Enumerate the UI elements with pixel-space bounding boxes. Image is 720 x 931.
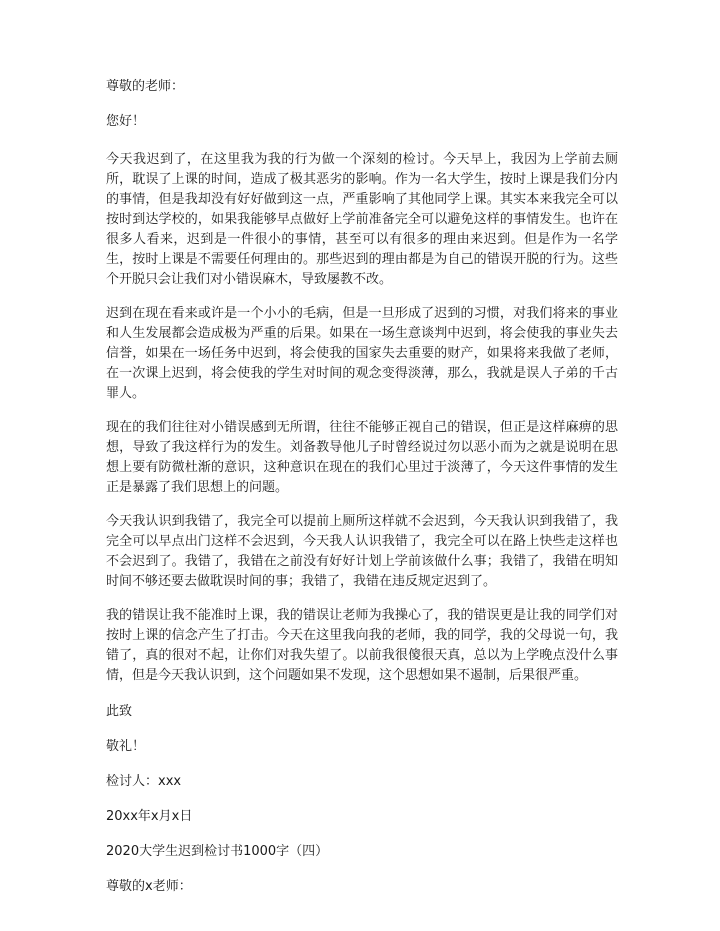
paragraph-1: 今天我迟到了，在这里我为我的行为做一个深刻的检讨。今天早上，我因为上学前去厕所，耽误了上课的时间，造成了极其恶劣的影响。作为一名大学生，按时上课是我们分内的事情，但是我却没有好好做到这一点，严重影响了其他同学上课。其实本来我完全可以按时到达学校的，如果我能够早点做好上学前准备完全可以避免这样的事情发生。也许在很多人看来，迟到是一件很小的事情，甚至可以有很多的理由来迟到。但是作为一名学生，按时上课是不需要任何理由的。那些迟到的理由都是为自己的错误开脱的行为。这些个开脱只会让我们对小错误麻木，导致屡教不改。 <box>106 152 618 287</box>
closing: 此致 <box>106 704 133 719</box>
salutation: 尊敬的老师： <box>106 79 185 94</box>
document-page <box>106 78 618 896</box>
date: 20xx年x月x日 <box>106 809 193 824</box>
paragraph-3: 现在的我们往往对小错误感到无所谓，往往不能够正视自己的错误，但正是这样麻痹的思想，导致了我这样行为的发生。刘备教导他儿子时曾经说过勿以恶小而为之就是说明在思想上要有防微杜渐的意识，这种意识在现在的我们心里过于淡薄了，今天这件事情的发生正是暴露了我们思想上的问题。 <box>106 420 618 495</box>
paragraph-4: 今天我认识到我错了，我完全可以提前上厕所这样就不会迟到，今天我认识到我错了，我完全可以早点出门这样不会迟到，今天我人认识我错了，我完全可以在路上快些走这样也不会迟到了。我错了，我错在之前没有好好计划上学前该做什么事；我错了，我错在明知时间不够还要去做耽误时间的事；我错了，我错在违反规定迟到了。 <box>106 514 618 589</box>
greeting: 您好！ <box>106 114 146 129</box>
next-document-title: 2020大学生迟到检讨书1000字（四） <box>106 844 329 859</box>
paragraph-5: 我的错误让我不能准时上课，我的错误让老师为我操心了，我的错误更是让我的同学们对按时上课的信念产生了打击。今天在这里我向我的老师，我的同学，我的父母说一句，我错了，真的很对不起，让你们对我失望了。以前我很傻很天真，总以为上学晚点没什么事情，但是今天我认识到，这个问题如果不发现，这个思想如果不遏制，后果很严重。 <box>106 608 618 683</box>
next-salutation: 尊敬的x老师： <box>106 879 192 894</box>
signer: 检讨人：xxx <box>106 774 182 789</box>
regards: 敬礼！ <box>106 739 146 754</box>
paragraph-2: 迟到在现在看来或许是一个小小的毛病，但是一旦形成了迟到的习惯，对我们将来的事业和人生发展都会造成极为严重的后果。如果在一场生意谈判中迟到，将会使我的事业失去信誉，如果在一场任务中迟到，将会使我的国家失去重要的财产，如果将来我做了老师，在一次课上迟到，将会使我的学生对时间的观念变得淡薄，那么，我就是误人子弟的千古罪人。 <box>106 306 618 401</box>
